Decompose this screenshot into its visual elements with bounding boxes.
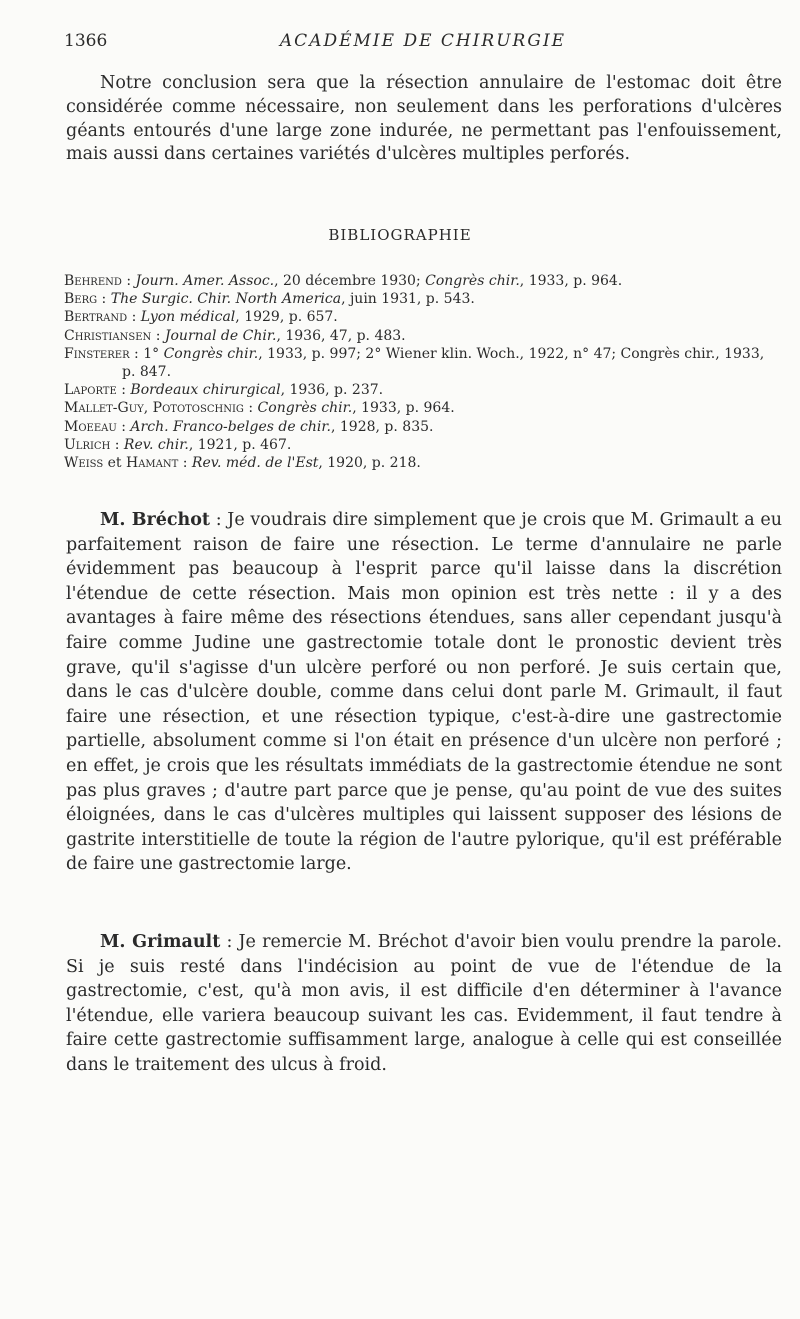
conclusion-text: Notre conclusion sera que la résection annulaire de l'estomac doit être considérée comme nécessaire, non seulement dans les perforations d'ulcères géants entourés d'une large zone indurée, ne permettant pas l'enfouissement, mais aussi dans certaines variétés d'ulcères multiples perforés. (66, 73, 782, 165)
bibliography-entry: Ulrich : Rev. chir., 1921, p. 467. (64, 436, 292, 453)
bibliography-entry: Berg : The Surgic. Chir. North America, juin 1931, p. 543. (64, 291, 475, 308)
speech-text: : Je remercie M. Bréchot d'avoir bien voulu prendre la parole. Si je suis resté dans l'indécision au point de vue de l'étendue de la gastrectomie, c'est, qu'à mon avis, il est difficile d'en déterminer à l'avance l'étendue, elle variera beaucoup suivant les cas. Evidemment, il faut tendre à faire cette gastrectomie suffisamment large, analogue à celle qui est conseillée dans le traitement des ulcus à froid. (66, 932, 782, 1075)
bibliography-entry: Christiansen : Journal de Chir., 1936, 47, p. 483. (64, 327, 406, 344)
bibliography-entry: Moeeau : Arch. Franco-belges de chir., 1928, p. 835. (64, 418, 434, 435)
bibliography-entry: Laporte : Bordeaux chirurgical, 1936, p. 237. (64, 382, 384, 399)
bibliography-entry: Finsterer : 1° Congrès chir., 1933, p. 997; 2° Wiener klin. Woch., 1922, n° 47; Congrès chir., 1933, p. 847. (64, 345, 765, 381)
running-title: ACADÉMIE DE CHIRURGIE (279, 31, 567, 51)
page-number: 1366 (64, 31, 108, 51)
speaker-name: M. Bréchot (100, 510, 210, 530)
page-header (64, 30, 782, 54)
speaker-name: M. Grimault (100, 932, 221, 952)
speech-text: : Je voudrais dire simplement que je crois que M. Grimault a eu parfaitement raison de faire une résection. Le terme d'annulaire ne parle évidemment pas beaucoup à l'esprit parce qu'il laisse dans la discrétion l'étendue de cette résection. Mais mon opinion est très nette : il y a des avantages à faire même des résections étendues, sans aller cependant jusqu'à faire comme Judine une gastrectomie totale dont le pronostic devient très grave, qu'il s'agisse d'un ulcère perforé ou non perforé. Je suis certain que, dans le cas d'ulcère double, comme dans celui dont parle M. Grimault, il faut faire une résection, et une résection typique, c'est-à-dire une gastrectomie partielle, absolument comme si l'on était en présence d'un ulcère non perforé ; en effet, je crois que les résultats immédiats de la gastrectomie étendue ne sont pas plus graves ; d'autre part parce que je pense, qu'au point de vue des suites éloignées, dans le cas d'ulcères multiples qui laissent supposer des lésions de gastrite interstitielle de toute la région de l'autre pylorique, qu'il est préférable de faire une gastrectomie large. (66, 510, 782, 875)
brechot-paragraph (66, 508, 782, 877)
bibliography-entry: Behrend : Journ. Amer. Assoc., 20 décembre 1930; Congrès chir., 1933, p. 964. (64, 273, 623, 289)
bibliography-entry: Bertrand : Lyon médical, 1929, p. 657. (64, 309, 338, 326)
bibliography-entry: Mallet-Guy, Pototoschnig : Congrès chir., 1933, p. 964. (64, 400, 455, 417)
bibliography-list (64, 272, 782, 472)
grimault-paragraph (66, 930, 782, 1078)
bibliography-entry: Weiss et Hamant : Rev. méd. de l'Est, 1920, p. 218. (64, 455, 421, 472)
bibliography-title: BIBLIOGRAPHIE (328, 226, 472, 244)
conclusion-paragraph (66, 72, 782, 167)
